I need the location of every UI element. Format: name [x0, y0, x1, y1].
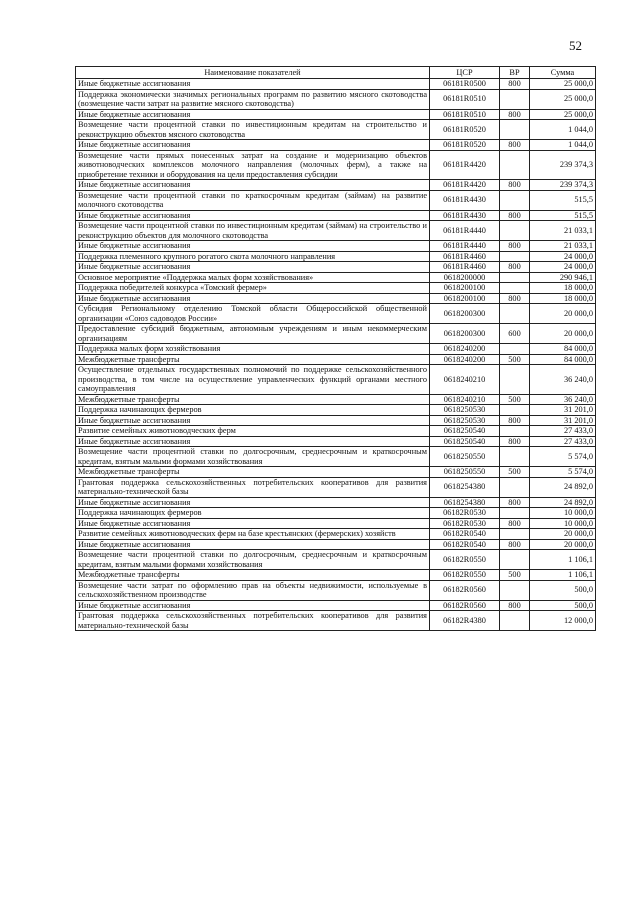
row-vr-cell: 800: [500, 79, 530, 90]
table-row: [76, 365, 596, 395]
row-name-cell: Поддержка экономически значимых региональных программ по развитию мясного скотоводства (возмещение части затрат на развитие мясного скотоводства): [76, 89, 430, 109]
row-name-cell: Иные бюджетные ассигнования: [76, 293, 430, 304]
row-csr-cell: 0618240210: [430, 394, 500, 405]
row-name-cell: Развитие семейных животноводческих ферм на базе крестьянских (фермерских) хозяйств: [76, 529, 430, 540]
row-vr-cell: [500, 190, 530, 210]
row-csr-cell: 06181R4440: [430, 241, 500, 252]
row-csr-cell: 0618200300: [430, 304, 500, 324]
row-csr-cell: 0618254380: [430, 497, 500, 508]
row-name-cell: Грантовая поддержка сельскохозяйственных потребительских кооперативов для развития материально-технической базы: [76, 611, 430, 631]
row-sum-cell: 500,0: [530, 600, 596, 611]
table-row: [76, 611, 596, 631]
row-csr-cell: 06182R4380: [430, 611, 500, 631]
page-number: 52: [569, 38, 582, 53]
table-row: [76, 436, 596, 447]
row-name-cell: Иные бюджетные ассигнования: [76, 109, 430, 120]
row-sum-cell: 31 201,0: [530, 415, 596, 426]
row-name-cell: Поддержка победителей конкурса «Томский фермер»: [76, 283, 430, 294]
row-csr-cell: 0618200100: [430, 283, 500, 294]
row-csr-cell: 06182R0530: [430, 518, 500, 529]
row-csr-cell: 0618200000: [430, 272, 500, 283]
row-name-cell: Возмещение части процентной ставки по инвестиционным кредитам на строительство и реконструкцию объектов мясного скотоводства: [76, 120, 430, 140]
row-csr-cell: 0618240200: [430, 344, 500, 355]
row-sum-cell: 5 574,0: [530, 447, 596, 467]
table-row: [76, 539, 596, 550]
row-vr-cell: [500, 221, 530, 241]
row-csr-cell: 06181R0500: [430, 79, 500, 90]
table-row: [76, 304, 596, 324]
row-sum-cell: 1 044,0: [530, 140, 596, 151]
row-vr-cell: 800: [500, 539, 530, 550]
row-name-cell: Возмещение части процентной ставки по краткосрочным кредитам (займам) на развитие молочного скотоводства: [76, 190, 430, 210]
row-name-cell: Основное мероприятие «Поддержка малых форм хозяйствования»: [76, 272, 430, 283]
header-csr: ЦСР: [430, 67, 500, 79]
row-vr-cell: 800: [500, 140, 530, 151]
row-vr-cell: [500, 344, 530, 355]
header-sum: Сумма: [530, 67, 596, 79]
row-name-cell: Возмещение части процентной ставки по долгосрочным, среднесрочным и краткосрочным кредитам, взятым малыми формами хозяйствования: [76, 550, 430, 570]
table-row: [76, 508, 596, 519]
table-row: [76, 210, 596, 221]
row-csr-cell: 0618254380: [430, 477, 500, 497]
row-vr-cell: [500, 272, 530, 283]
row-csr-cell: 0618240210: [430, 365, 500, 395]
row-sum-cell: 20 000,0: [530, 324, 596, 344]
row-name-cell: Иные бюджетные ассигнования: [76, 241, 430, 252]
row-csr-cell: 06181R0510: [430, 109, 500, 120]
row-sum-cell: 36 240,0: [530, 365, 596, 395]
row-csr-cell: 0618250530: [430, 415, 500, 426]
row-sum-cell: 239 374,3: [530, 180, 596, 191]
row-csr-cell: 06181R0510: [430, 89, 500, 109]
table-row: [76, 120, 596, 140]
row-name-cell: Межбюджетные трансферты: [76, 354, 430, 365]
table-row: [76, 405, 596, 416]
row-sum-cell: 18 000,0: [530, 283, 596, 294]
row-name-cell: Предоставление субсидий бюджетным, автономным учреждениям и иным некоммерческим организациям: [76, 324, 430, 344]
table-row: [76, 89, 596, 109]
table-row: [76, 529, 596, 540]
row-vr-cell: 500: [500, 467, 530, 478]
row-vr-cell: [500, 251, 530, 262]
row-name-cell: Возмещение части прямых понесенных затрат на создание и модернизацию объектов животноводческих комплексов молочного направления (молочных ферм), а также на приобретение техники и оборудования на цели предоставления субсидии: [76, 150, 430, 180]
row-name-cell: Осуществление отдельных государственных полномочий по поддержке сельскохозяйственного производства, в том числе на осуществление управленческих функций органами местного самоуправления: [76, 365, 430, 395]
row-name-cell: Иные бюджетные ассигнования: [76, 436, 430, 447]
row-sum-cell: 27 433,0: [530, 436, 596, 447]
row-vr-cell: [500, 89, 530, 109]
row-csr-cell: 06181R0520: [430, 140, 500, 151]
row-vr-cell: [500, 283, 530, 294]
row-sum-cell: 21 033,1: [530, 241, 596, 252]
row-sum-cell: 27 433,0: [530, 426, 596, 437]
table-row: [76, 150, 596, 180]
table-row: [76, 426, 596, 437]
row-sum-cell: 84 000,0: [530, 344, 596, 355]
row-name-cell: Иные бюджетные ассигнования: [76, 140, 430, 151]
row-sum-cell: 84 000,0: [530, 354, 596, 365]
row-name-cell: Межбюджетные трансферты: [76, 394, 430, 405]
row-sum-cell: 21 033,1: [530, 221, 596, 241]
row-sum-cell: 36 240,0: [530, 394, 596, 405]
row-sum-cell: 5 574,0: [530, 467, 596, 478]
row-csr-cell: 06181R4430: [430, 190, 500, 210]
row-name-cell: Иные бюджетные ассигнования: [76, 415, 430, 426]
row-vr-cell: 800: [500, 180, 530, 191]
row-vr-cell: 500: [500, 354, 530, 365]
row-csr-cell: 0618200300: [430, 324, 500, 344]
row-vr-cell: 800: [500, 600, 530, 611]
row-vr-cell: [500, 611, 530, 631]
row-sum-cell: 515,5: [530, 210, 596, 221]
row-vr-cell: 800: [500, 518, 530, 529]
row-sum-cell: 25 000,0: [530, 109, 596, 120]
row-vr-cell: [500, 304, 530, 324]
row-sum-cell: 20 000,0: [530, 304, 596, 324]
row-csr-cell: 06182R0530: [430, 508, 500, 519]
row-csr-cell: 06181R4430: [430, 210, 500, 221]
table-row: [76, 415, 596, 426]
table-row: [76, 570, 596, 581]
table-row: [76, 550, 596, 570]
row-vr-cell: [500, 120, 530, 140]
table-row: [76, 447, 596, 467]
row-csr-cell: 06182R0550: [430, 570, 500, 581]
row-sum-cell: 24 892,0: [530, 477, 596, 497]
row-csr-cell: 06181R4440: [430, 221, 500, 241]
table-row: [76, 283, 596, 294]
budget-table: [75, 66, 596, 631]
table-row: [76, 251, 596, 262]
row-sum-cell: 1 044,0: [530, 120, 596, 140]
row-vr-cell: 800: [500, 497, 530, 508]
row-name-cell: Возмещение части затрат по оформлению прав на объекты недвижимости, используемые в сельскохозяйственном производстве: [76, 580, 430, 600]
row-csr-cell: 06181R4460: [430, 262, 500, 273]
row-csr-cell: 06181R4460: [430, 251, 500, 262]
row-sum-cell: 10 000,0: [530, 508, 596, 519]
row-name-cell: Иные бюджетные ассигнования: [76, 539, 430, 550]
row-vr-cell: 800: [500, 436, 530, 447]
row-vr-cell: [500, 426, 530, 437]
row-name-cell: Иные бюджетные ассигнования: [76, 497, 430, 508]
row-sum-cell: 18 000,0: [530, 293, 596, 304]
row-sum-cell: 239 374,3: [530, 150, 596, 180]
row-csr-cell: 0618250540: [430, 426, 500, 437]
table-row: [76, 190, 596, 210]
table-row: [76, 241, 596, 252]
row-csr-cell: 0618250540: [430, 436, 500, 447]
row-sum-cell: 10 000,0: [530, 518, 596, 529]
row-csr-cell: 0618240200: [430, 354, 500, 365]
row-vr-cell: [500, 365, 530, 395]
row-csr-cell: 06181R0520: [430, 120, 500, 140]
table-body: [76, 79, 596, 631]
table-header-row: [76, 67, 596, 79]
row-name-cell: Иные бюджетные ассигнования: [76, 180, 430, 191]
table-row: [76, 180, 596, 191]
row-name-cell: Поддержка начинающих фермеров: [76, 405, 430, 416]
row-sum-cell: 25 000,0: [530, 79, 596, 90]
row-name-cell: Поддержка начинающих фермеров: [76, 508, 430, 519]
row-sum-cell: 1 106,1: [530, 550, 596, 570]
row-vr-cell: 800: [500, 210, 530, 221]
row-vr-cell: [500, 405, 530, 416]
row-vr-cell: 800: [500, 262, 530, 273]
header-name: Наименование показателей: [76, 67, 430, 79]
row-vr-cell: 800: [500, 293, 530, 304]
row-csr-cell: 0618250550: [430, 447, 500, 467]
row-sum-cell: 24 892,0: [530, 497, 596, 508]
row-vr-cell: 600: [500, 324, 530, 344]
row-csr-cell: 06182R0560: [430, 600, 500, 611]
row-vr-cell: [500, 580, 530, 600]
table-row: [76, 109, 596, 120]
row-vr-cell: 800: [500, 415, 530, 426]
row-name-cell: Субсидия Региональному отделению Томской области Общероссийской общественной организации «Союз садоводов России»: [76, 304, 430, 324]
row-name-cell: Иные бюджетные ассигнования: [76, 600, 430, 611]
row-sum-cell: 25 000,0: [530, 89, 596, 109]
table-row: [76, 293, 596, 304]
row-sum-cell: 20 000,0: [530, 539, 596, 550]
row-vr-cell: 800: [500, 109, 530, 120]
table-row: [76, 344, 596, 355]
row-name-cell: Возмещение части процентной ставки по инвестиционным кредитам (займам) на строительство и реконструкцию объектов для молочного скотоводства: [76, 221, 430, 241]
row-vr-cell: [500, 508, 530, 519]
row-sum-cell: 12 000,0: [530, 611, 596, 631]
table-row: [76, 394, 596, 405]
row-csr-cell: 0618250530: [430, 405, 500, 416]
header-vr: ВР: [500, 67, 530, 79]
row-name-cell: Развитие семейных животноводческих ферм: [76, 426, 430, 437]
row-vr-cell: 500: [500, 394, 530, 405]
row-name-cell: Межбюджетные трансферты: [76, 570, 430, 581]
row-sum-cell: 24 000,0: [530, 251, 596, 262]
row-vr-cell: [500, 447, 530, 467]
row-vr-cell: [500, 550, 530, 570]
table-row: [76, 272, 596, 283]
row-sum-cell: 24 000,0: [530, 262, 596, 273]
row-vr-cell: [500, 477, 530, 497]
table-row: [76, 477, 596, 497]
table-row: [76, 262, 596, 273]
table-row: [76, 79, 596, 90]
table-row: [76, 518, 596, 529]
row-csr-cell: 06182R0540: [430, 529, 500, 540]
row-csr-cell: 0618250550: [430, 467, 500, 478]
row-csr-cell: 06182R0560: [430, 580, 500, 600]
table-row: [76, 497, 596, 508]
row-sum-cell: 20 000,0: [530, 529, 596, 540]
row-name-cell: Поддержка племенного крупного рогатого скота молочного направления: [76, 251, 430, 262]
row-name-cell: Грантовая поддержка сельскохозяйственных потребительских кооперативов для развития материально-технической базы: [76, 477, 430, 497]
row-name-cell: Иные бюджетные ассигнования: [76, 518, 430, 529]
table-row: [76, 580, 596, 600]
row-vr-cell: [500, 150, 530, 180]
row-vr-cell: [500, 529, 530, 540]
row-sum-cell: 515,5: [530, 190, 596, 210]
table-row: [76, 221, 596, 241]
row-sum-cell: 290 946,1: [530, 272, 596, 283]
row-name-cell: Межбюджетные трансферты: [76, 467, 430, 478]
row-vr-cell: 800: [500, 241, 530, 252]
row-name-cell: Иные бюджетные ассигнования: [76, 262, 430, 273]
row-sum-cell: 500,0: [530, 580, 596, 600]
row-sum-cell: 1 106,1: [530, 570, 596, 581]
row-name-cell: Поддержка малых форм хозяйствования: [76, 344, 430, 355]
table-row: [76, 140, 596, 151]
row-sum-cell: 31 201,0: [530, 405, 596, 416]
row-vr-cell: 500: [500, 570, 530, 581]
table-row: [76, 600, 596, 611]
row-csr-cell: 06182R0550: [430, 550, 500, 570]
table-row: [76, 324, 596, 344]
table-row: [76, 467, 596, 478]
row-csr-cell: 06181R4420: [430, 180, 500, 191]
row-csr-cell: 06182R0540: [430, 539, 500, 550]
table-row: [76, 354, 596, 365]
row-name-cell: Возмещение части процентной ставки по долгосрочным, среднесрочным и краткосрочным кредитам, взятым малыми формами хозяйствования: [76, 447, 430, 467]
row-csr-cell: 06181R4420: [430, 150, 500, 180]
row-name-cell: Иные бюджетные ассигнования: [76, 210, 430, 221]
row-name-cell: Иные бюджетные ассигнования: [76, 79, 430, 90]
row-csr-cell: 0618200100: [430, 293, 500, 304]
